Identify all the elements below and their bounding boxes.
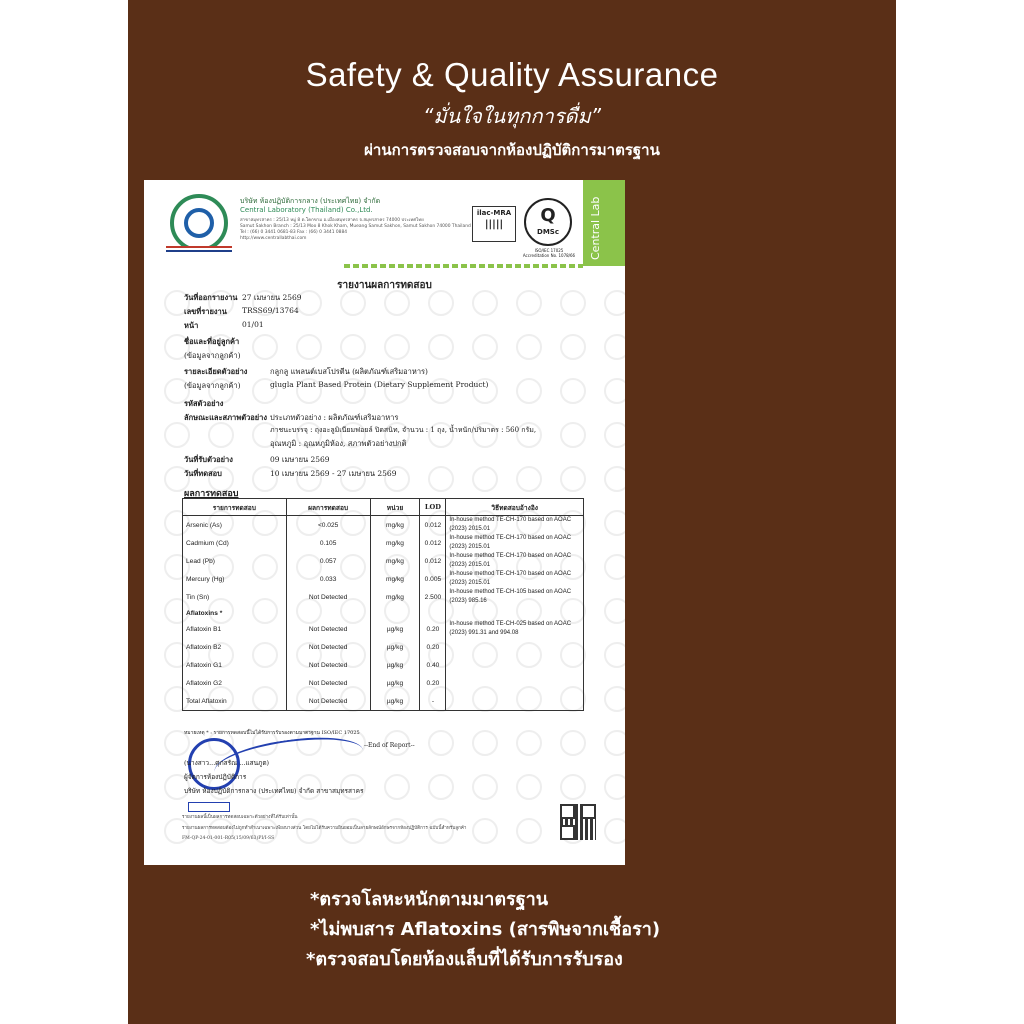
test-result: Not Detected — [286, 674, 370, 692]
watermark-circle — [516, 334, 542, 360]
results-heading: ผลการทดสอบ — [184, 489, 239, 499]
test-item: Cadmium (Cd) — [183, 534, 287, 552]
field-label: รายละเอียดตัวอย่าง — [184, 367, 248, 376]
watermark-circle — [604, 598, 625, 624]
watermark-circle — [208, 422, 234, 448]
watermark-circle — [428, 290, 454, 316]
test-unit: µg/kg — [370, 638, 420, 656]
company-name-en: Central Laboratory (Thailand) Co.,Ltd. — [240, 206, 373, 214]
watermark-circle — [604, 290, 625, 316]
test-method — [446, 692, 584, 711]
signer-company: บริษัท ห้องปฏิบัติการกลาง (ประเทศไทย) จำกัด สาขาสมุทรสาคร — [184, 787, 364, 795]
empty-cell — [420, 606, 446, 620]
test-result: Not Detected — [286, 692, 370, 711]
test-method: In-house method TE-CH-105 based on AOAC (2023) 985.16 — [446, 588, 584, 606]
watermark-circle — [472, 774, 498, 800]
certified-stamp — [188, 802, 230, 812]
column-header: LOD — [420, 499, 446, 516]
table-row — [183, 516, 584, 535]
central-lab-logo — [170, 194, 228, 252]
column-header: ผลการทดสอบ — [286, 499, 370, 516]
field-label: รหัสตัวอย่าง — [184, 399, 224, 408]
watermark-circle — [340, 334, 366, 360]
watermark-circle — [604, 510, 625, 536]
received-date: 09 เมษายน 2569 — [270, 455, 330, 464]
watermark-circle — [384, 774, 410, 800]
test-lod: 0.20 — [420, 620, 446, 638]
watermark-circle — [604, 730, 625, 756]
empty-cell — [446, 606, 584, 620]
field-label: วันที่ออกรายงาน — [184, 293, 238, 302]
table-row — [183, 620, 584, 638]
watermark-circle — [560, 730, 586, 756]
watermark-circle — [472, 818, 498, 844]
field-label: ชื่อและที่อยู่ลูกค้า — [184, 337, 240, 346]
thai-flag-stripe — [166, 246, 232, 252]
watermark-circle — [516, 730, 542, 756]
table-group-row — [183, 606, 584, 620]
test-item: Arsenic (As) — [183, 516, 287, 535]
report-date: 27 เมษายน 2569 — [242, 293, 302, 302]
company-name-th: บริษัท ห้องปฏิบัติการกลาง (ประเทศไทย) จำกัด — [240, 197, 381, 205]
test-unit: µg/kg — [370, 692, 420, 711]
test-item: Aflatoxin B1 — [183, 620, 287, 638]
empty-cell — [286, 606, 370, 620]
test-result: Not Detected — [286, 620, 370, 638]
report-number: TRSS69/13764 — [242, 306, 299, 315]
test-lod: 0.20 — [420, 638, 446, 656]
green-dash-divider — [344, 264, 583, 268]
bullet-aflatoxins: *ไม่พบสาร Aflatoxins (สารพิษจากเชื้อรา) — [310, 919, 661, 940]
watermark-circle — [428, 730, 454, 756]
watermark-circle — [516, 290, 542, 316]
field-label: วันที่รับตัวอย่าง — [184, 455, 233, 464]
address-line: Samut Sakhon Branch : 25/13 Moo 8 Khok Kham, Mueang Samut Sakhon, Samut Sakhon 74000 Thailand — [240, 224, 471, 229]
watermark-circle — [604, 554, 625, 580]
report-title: รายงานผลการทดสอบ — [337, 280, 432, 291]
watermark-circle — [164, 422, 190, 448]
test-unit: mg/kg — [370, 588, 420, 606]
test-lod: 0.20 — [420, 674, 446, 692]
watermark-circle — [428, 466, 454, 492]
remark-note: หมายเหตุ * : รายการทดสอบนี้ไม่ได้รับการรับรองตามมาตรฐาน ISO/IEC 17025 — [184, 730, 360, 736]
test-lod: 0.012 — [420, 552, 446, 570]
watermark-circle — [516, 466, 542, 492]
test-method: In-house method TE-CH-170 based on AOAC (2023) 2015.01 — [446, 570, 584, 588]
footer-note: รายงานผลการทดสอบต้องไม่ถูกทำสำเนาเฉพาะเพียงบางส่วน โดยไม่ได้รับความยินยอมเป็นลายลักษณ์อักษรจากห้องปฏิบัติการ ฉบับนี้สำหรับลูกค้า — [182, 826, 467, 831]
page-title: Safety & Quality Assurance — [305, 56, 719, 93]
subtitle: ผ่านการตรวจสอบจากห้องปฏิบัติการมาตรฐาน — [364, 141, 660, 159]
test-result: 0.105 — [286, 534, 370, 552]
test-unit: mg/kg — [370, 570, 420, 588]
test-date-range: 10 เมษายน 2569 - 27 เมษายน 2569 — [270, 469, 397, 478]
watermark-circle — [472, 334, 498, 360]
watermark-circle — [604, 642, 625, 668]
table-row — [183, 570, 584, 588]
watermark-circle — [560, 466, 586, 492]
test-unit: mg/kg — [370, 516, 420, 535]
watermark-circle — [604, 774, 625, 800]
field-label: วันที่ทดสอบ — [184, 469, 222, 478]
end-of-report: --End of Report-- — [364, 742, 415, 749]
watermark-circle — [516, 378, 542, 404]
test-item: Aflatoxin B2 — [183, 638, 287, 656]
test-result: 0.057 — [286, 552, 370, 570]
table-row — [183, 674, 584, 692]
watermark-circle — [472, 290, 498, 316]
test-method: In-house method TE-CH-170 based on AOAC (2023) 2015.01 — [446, 552, 584, 570]
dmsc-quality-logo: Q DMSc — [524, 198, 572, 246]
test-item: Tin (Sn) — [183, 588, 287, 606]
watermark-circle — [560, 334, 586, 360]
watermark-circle — [560, 422, 586, 448]
test-result: 0.033 — [286, 570, 370, 588]
watermark-circle — [384, 334, 410, 360]
test-method: In-house method TE-CH-025 based on AOAC (2023) 991.31 and 994.08 — [446, 620, 584, 638]
bullet-heavy-metals: *ตรวจโลหะหนักตามมาตรฐาน — [310, 889, 549, 910]
footer-note: รายงานผลนี้เป็นผลการทดสอบเฉพาะตัวอย่างที่ได้รับเท่านั้น — [182, 815, 298, 820]
watermark-circle — [340, 290, 366, 316]
watermark-circle — [560, 774, 586, 800]
tagline-quote: “มั่นใจในทุกการดื่ม” — [422, 104, 602, 128]
field-label: ลักษณะและสภาพตัวอย่าง — [184, 413, 268, 422]
table-row — [183, 552, 584, 570]
table-row — [183, 638, 584, 656]
sample-description-en: glugla Plant Based Protein (Dietary Supplement Product) — [270, 380, 489, 389]
table-header-row — [183, 499, 584, 516]
address-line: Tel : (66) 0 3441 0681-83 Fax : (66) 0 3441 0884 — [240, 230, 348, 235]
test-item: Mercury (Hg) — [183, 570, 287, 588]
test-unit: µg/kg — [370, 674, 420, 692]
field-label: เลขที่รายงาน — [184, 307, 227, 316]
field-label: หน้า — [184, 321, 199, 330]
test-method — [446, 656, 584, 674]
test-method — [446, 638, 584, 656]
website-link: http://www.centrallabthai.com — [240, 236, 307, 241]
watermark-circle — [604, 466, 625, 492]
sample-characteristic: อุณหภูมิ : อุณหภูมิห้อง, สภาพตัวอย่างปกติ — [270, 439, 407, 448]
qr-code — [560, 804, 596, 840]
watermark-circle — [516, 818, 542, 844]
lab-report-document — [144, 180, 625, 865]
address-line: สาขาสมุทรสาคร : 25/13 หมู่ 8 ต.โคกขาม อ.เมืองสมุทรสาคร จ.สมุทรสาคร 74000 ประเทศไทย — [240, 218, 424, 223]
test-lod: 0.005 — [420, 570, 446, 588]
watermark-circle — [252, 334, 278, 360]
results-table — [182, 498, 584, 711]
test-item: Aflatoxin G1 — [183, 656, 287, 674]
test-unit: mg/kg — [370, 534, 420, 552]
test-method — [446, 674, 584, 692]
column-header: รายการทดสอบ — [183, 499, 287, 516]
column-header: หน่วย — [370, 499, 420, 516]
ilac-mra-logo: ilac-MRA ||||| — [472, 206, 516, 242]
test-lod: 2.500 — [420, 588, 446, 606]
watermark-circle — [472, 466, 498, 492]
watermark-circle — [604, 334, 625, 360]
test-method: In-house method TE-CH-170 based on AOAC (2023) 2015.01 — [446, 534, 584, 552]
sample-characteristic: ภาชนะบรรจุ : ถุงอะลูมิเนียมฟอยล์ ปิดสนิท, จำนวน : 1 ถุง, น้ำหนัก/ปริมาตร : 560 กรัม, — [270, 426, 537, 434]
sample-characteristic: ประเภทตัวอย่าง : ผลิตภัณฑ์เสริมอาหาร — [270, 413, 399, 422]
test-method: In-house method TE-CH-170 based on AOAC (2023) 2015.01 — [446, 516, 584, 535]
test-result: <0.025 — [286, 516, 370, 535]
watermark-circle — [384, 290, 410, 316]
watermark-circle — [428, 334, 454, 360]
watermark-circle — [516, 774, 542, 800]
watermark-circle — [604, 686, 625, 712]
table-row — [183, 692, 584, 711]
test-item: Aflatoxin G2 — [183, 674, 287, 692]
table-row — [183, 588, 584, 606]
test-item: Lead (Pb) — [183, 552, 287, 570]
test-unit: mg/kg — [370, 552, 420, 570]
page-number: 01/01 — [242, 320, 264, 329]
table-row — [183, 656, 584, 674]
bullet-certified-lab: *ตรวจสอบโดยห้องแล็บที่ได้รับการรับรอง — [306, 949, 623, 970]
test-lod: 0.012 — [420, 534, 446, 552]
watermark-circle — [428, 774, 454, 800]
central-lab-side-banner: Central Lab — [583, 180, 625, 266]
test-lod: 0.40 — [420, 656, 446, 674]
test-result: Not Detected — [286, 656, 370, 674]
table-row — [183, 534, 584, 552]
test-result: Not Detected — [286, 638, 370, 656]
test-unit: µg/kg — [370, 656, 420, 674]
watermark-circle — [604, 378, 625, 404]
watermark-circle — [604, 422, 625, 448]
test-result: Not Detected — [286, 588, 370, 606]
signer-name: (นางสาว...ศุภสรัณ ...แสนภูต) — [184, 759, 270, 767]
signer-title: ผู้จัดการห้องปฏิบัติการ — [184, 773, 247, 781]
watermark-circle — [560, 290, 586, 316]
accreditation-note: ISO/IEC 17025 Accreditation No. 1078/66 — [522, 248, 576, 258]
watermark-circle — [604, 818, 625, 844]
field-note: (ข้อมูลจากลูกค้า) — [184, 381, 241, 390]
empty-cell — [370, 606, 420, 620]
form-code: FM-QP-24-01-001-R05(15/09/63)PI/I-SS — [182, 836, 275, 841]
sample-description-th: กลูกลู แพลนต์เบสโปรตีน (ผลิตภัณฑ์เสริมอาหาร) — [270, 367, 428, 376]
column-header: วิธีทดสอบอ้างอิง — [446, 499, 584, 516]
watermark-circle — [472, 730, 498, 756]
test-item: Total Aflatoxin — [183, 692, 287, 711]
group-label: Aflatoxins * — [183, 606, 287, 620]
field-note: (ข้อมูลจากลูกค้า) — [184, 351, 241, 360]
watermark-circle — [560, 378, 586, 404]
test-lod: 0.012 — [420, 516, 446, 535]
watermark-circle — [296, 334, 322, 360]
test-unit: µg/kg — [370, 620, 420, 638]
test-lod: - — [420, 692, 446, 711]
